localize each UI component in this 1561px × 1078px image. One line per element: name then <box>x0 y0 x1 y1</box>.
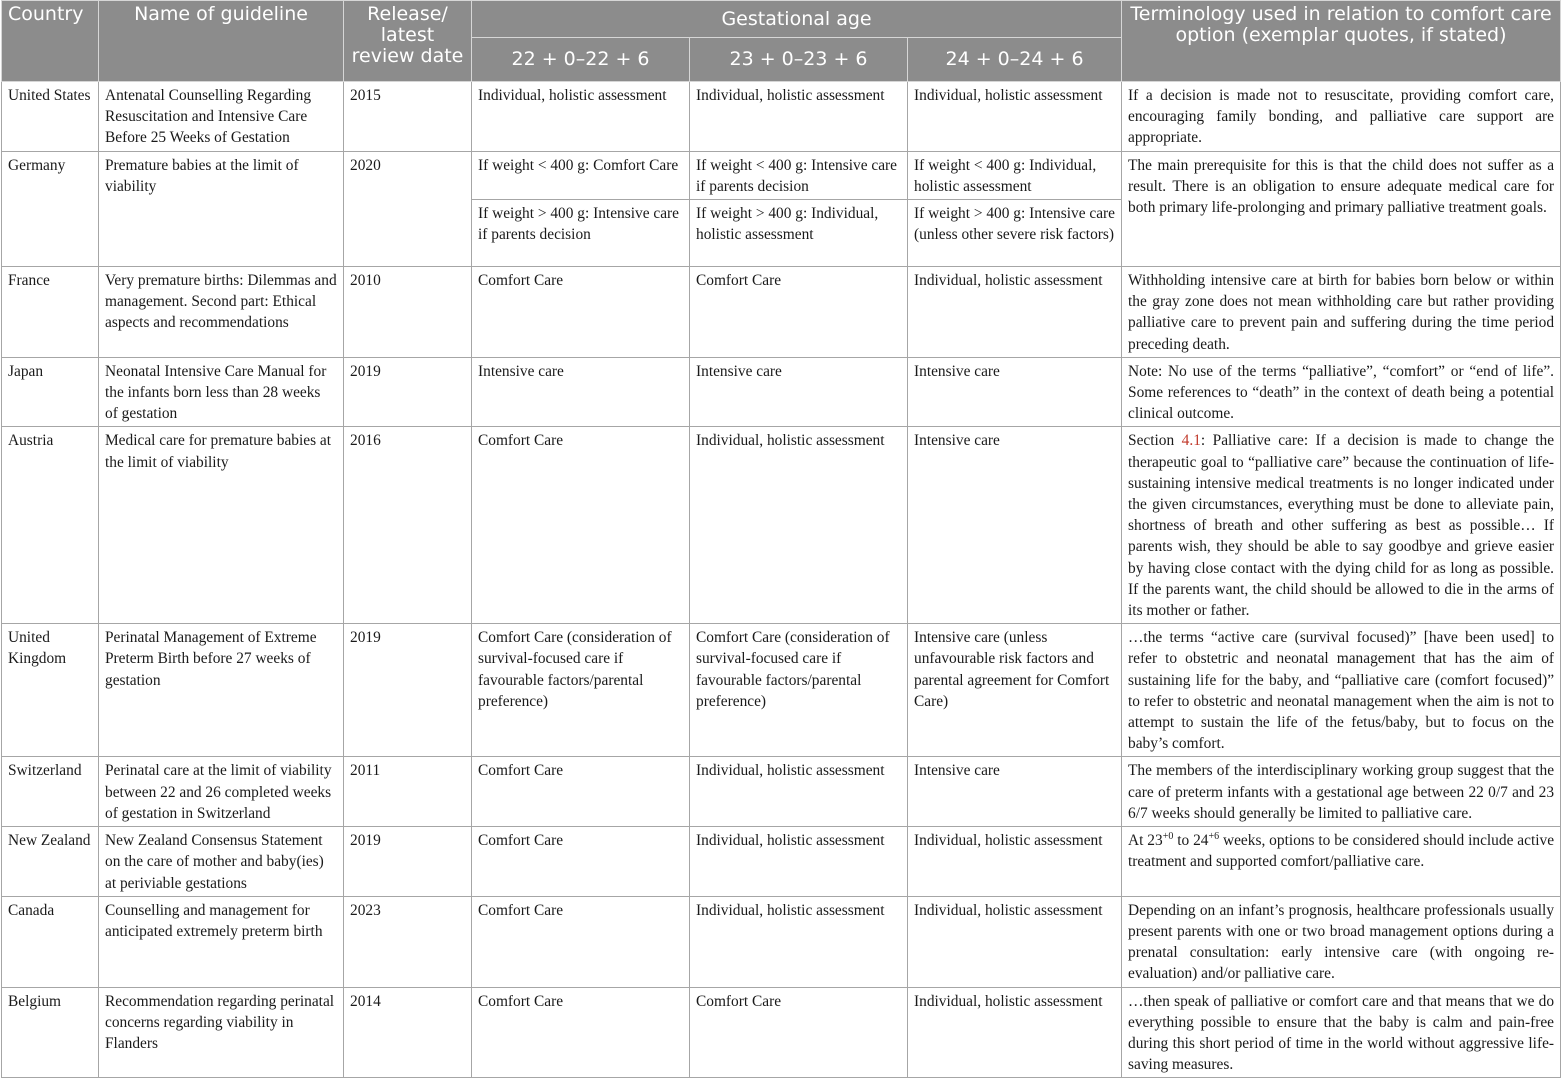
header-release-date: Release/ latest review date <box>344 1 472 82</box>
cell-ga23: Comfort Care <box>690 267 908 358</box>
cell-ga24: Intensive care <box>908 427 1122 624</box>
cell-guideline: Antenatal Counselling Regarding Resuscitation and Intensive Care Before 25 Weeks of Gestation <box>99 82 344 152</box>
cell-ga24: Individual, holistic assessment <box>908 896 1122 987</box>
cell-date: 2015 <box>344 82 472 152</box>
cell-date: 2020 <box>344 151 472 266</box>
table-row <box>2 987 1561 1078</box>
header-guideline: Name of guideline <box>99 1 344 82</box>
cell-country: United Kingdom <box>2 624 99 757</box>
header-country: Country <box>2 1 99 82</box>
cell-guideline: New Zealand Consensus Statement on the care of mother and baby(ies) at periviable gestations <box>99 827 344 897</box>
cell-country: Austria <box>2 427 99 624</box>
table-row <box>2 82 1561 152</box>
cell-terminology: Withholding intensive care at birth for babies born below or within the gray zone does not mean withholding care but rather providing palliative care to prevent pain and suffering during the time period preceding death. <box>1122 267 1561 358</box>
cell-guideline: Counselling and management for anticipated extremely preterm birth <box>99 896 344 987</box>
cell-ga24: Intensive care <box>908 757 1122 827</box>
table-row <box>2 427 1561 624</box>
cell-country: France <box>2 267 99 358</box>
cell-terminology: Depending on an infant’s prognosis, healthcare professionals usually present parents with one or two broad management options during a prenatal consultation: early intensive care (with ongoing re-evaluation) and/or palliative care. <box>1122 896 1561 987</box>
cell-ga22: Comfort Care <box>472 427 690 624</box>
cell-ga22: Comfort Care <box>472 896 690 987</box>
cell-ga24: Individual, holistic assessment <box>908 267 1122 358</box>
cell-country: Japan <box>2 357 99 427</box>
cell-country: United States <box>2 82 99 152</box>
cell-date: 2019 <box>344 357 472 427</box>
cell-guideline: Perinatal Management of Extreme Preterm Birth before 27 weeks of gestation <box>99 624 344 757</box>
cell-guideline: Very premature births: Dilemmas and management. Second part: Ethical aspects and recommendations <box>99 267 344 358</box>
cell-guideline: Perinatal care at the limit of viability between 22 and 26 completed weeks of gestation in Switzerland <box>99 757 344 827</box>
table-row <box>2 827 1561 897</box>
header-terminology: Terminology used in relation to comfort care option (exemplar quotes, if stated) <box>1122 1 1561 82</box>
cell-ga22: Comfort Care <box>472 757 690 827</box>
section-reference-link[interactable]: 4.1 <box>1181 432 1201 450</box>
cell-ga22: Intensive care <box>472 357 690 427</box>
cell-ga23: Comfort Care <box>690 987 908 1078</box>
table-row <box>2 151 1561 199</box>
cell-country: Switzerland <box>2 757 99 827</box>
terminology-to: to 24 <box>1173 832 1209 850</box>
cell-country: Germany <box>2 151 99 266</box>
cell-date: 2010 <box>344 267 472 358</box>
terminology-prefix: Section <box>1128 432 1182 450</box>
cell-ga23: Individual, holistic assessment <box>690 757 908 827</box>
cell-guideline: Recommendation regarding perinatal concerns regarding viability in Flanders <box>99 987 344 1078</box>
terminology-text: : Palliative care: If a decision is made to change the therapeutic goal to “palliative care” because the continuation of life-sustaining intensive medical treatments is no longer indicated under the given circumstances, everything must be done to alleviate pain, shortness of breath and other suffering as best as possible… If parents wish, they should be able to say goodbye and grieve easier by having close contact with the dying child for as long as possible. If the parents want, the child should be allowed to die in the arms of its mother or father. <box>1128 432 1555 620</box>
superscript-start: +0 <box>1162 831 1174 843</box>
cell-ga22: If weight < 400 g: Comfort Care <box>472 151 690 199</box>
cell-terminology: …the terms “active care (survival focused)” [have been used] to refer to obstetric and neonatal management that has the aim of sustaining life for the baby, and “palliative care (comfort focused)” to refer to obstetric and neonatal management when the aim is not to attempt to sustain the life of the fetus/baby, but to focus on the baby’s comfort. <box>1122 624 1561 757</box>
cell-date: 2019 <box>344 827 472 897</box>
cell-ga23: If weight < 400 g: Intensive care if parents decision <box>690 151 908 199</box>
cell-date: 2019 <box>344 624 472 757</box>
cell-terminology <box>1122 427 1561 624</box>
cell-ga23: Individual, holistic assessment <box>690 896 908 987</box>
table-row <box>2 896 1561 987</box>
cell-ga23: Individual, holistic assessment <box>690 82 908 152</box>
cell-ga24: Intensive care <box>908 357 1122 427</box>
cell-ga22: Comfort Care <box>472 827 690 897</box>
cell-guideline: Premature babies at the limit of viability <box>99 151 344 266</box>
cell-ga23: If weight > 400 g: Individual, holistic assessment <box>690 200 908 267</box>
header-ga-22: 22 + 0–22 + 6 <box>472 38 690 82</box>
table-row <box>2 357 1561 427</box>
table-row <box>2 757 1561 827</box>
header-gestational-age: Gestational age <box>472 1 1122 38</box>
cell-date: 2014 <box>344 987 472 1078</box>
cell-terminology: Note: No use of the terms “palliative”, “comfort” or “end of life”. Some references to “death” in the context of death being a potential clinical outcome. <box>1122 357 1561 427</box>
cell-terminology: The members of the interdisciplinary working group suggest that the care of preterm infants with a gestational age between 22 0/7 and 23 6/7 weeks should generally be limited to palliative care. <box>1122 757 1561 827</box>
cell-terminology <box>1122 827 1561 897</box>
table-body <box>2 82 1561 1078</box>
cell-date: 2016 <box>344 427 472 624</box>
cell-date: 2011 <box>344 757 472 827</box>
cell-ga23: Comfort Care (consideration of survival-focused care if favourable factors/parental preference) <box>690 624 908 757</box>
cell-ga23: Individual, holistic assessment <box>690 827 908 897</box>
cell-guideline: Medical care for premature babies at the limit of viability <box>99 427 344 624</box>
cell-ga24: Individual, holistic assessment <box>908 987 1122 1078</box>
cell-ga22: Comfort Care <box>472 267 690 358</box>
table-row <box>2 267 1561 358</box>
cell-country: New Zealand <box>2 827 99 897</box>
terminology-text: weeks, options to be considered should include active treatment and supported comfort/palliative care. <box>1128 832 1555 871</box>
cell-ga24: Individual, holistic assessment <box>908 827 1122 897</box>
cell-guideline: Neonatal Intensive Care Manual for the infants born less than 28 weeks of gestation <box>99 357 344 427</box>
cell-ga24: Individual, holistic assessment <box>908 82 1122 152</box>
superscript-end: +6 <box>1208 831 1220 843</box>
cell-ga23: Intensive care <box>690 357 908 427</box>
cell-ga24: If weight < 400 g: Individual, holistic assessment <box>908 151 1122 199</box>
cell-ga22: Comfort Care <box>472 987 690 1078</box>
table-row <box>2 624 1561 757</box>
table-header <box>2 1 1561 82</box>
cell-ga23: Individual, holistic assessment <box>690 427 908 624</box>
cell-ga24: Intensive care (unless unfavourable risk factors and parental agreement for Comfort Care) <box>908 624 1122 757</box>
cell-country: Belgium <box>2 987 99 1078</box>
guidelines-table <box>1 0 1561 1078</box>
terminology-at: At 23 <box>1128 832 1163 850</box>
header-ga-23: 23 + 0–23 + 6 <box>690 38 908 82</box>
cell-ga24: If weight > 400 g: Intensive care (unless other severe risk factors) <box>908 200 1122 267</box>
cell-terminology: The main prerequisite for this is that the child does not suffer as a result. There is an obligation to ensure adequate medical care for both primary life-prolonging and primary palliative treatment goals. <box>1122 151 1561 266</box>
cell-ga22: Comfort Care (consideration of survival-focused care if favourable factors/parental preference) <box>472 624 690 757</box>
cell-ga22: If weight > 400 g: Intensive care if parents decision <box>472 200 690 267</box>
cell-terminology: …then speak of palliative or comfort care and that means that we do everything possible to ensure that the baby is calm and pain-free during this short period of time in the world without aggressive life-saving measures. <box>1122 987 1561 1078</box>
cell-country: Canada <box>2 896 99 987</box>
cell-ga22: Individual, holistic assessment <box>472 82 690 152</box>
header-ga-24: 24 + 0–24 + 6 <box>908 38 1122 82</box>
cell-terminology: If a decision is made not to resuscitate, providing comfort care, encouraging family bonding, and palliative care support are appropriate. <box>1122 82 1561 152</box>
cell-date: 2023 <box>344 896 472 987</box>
